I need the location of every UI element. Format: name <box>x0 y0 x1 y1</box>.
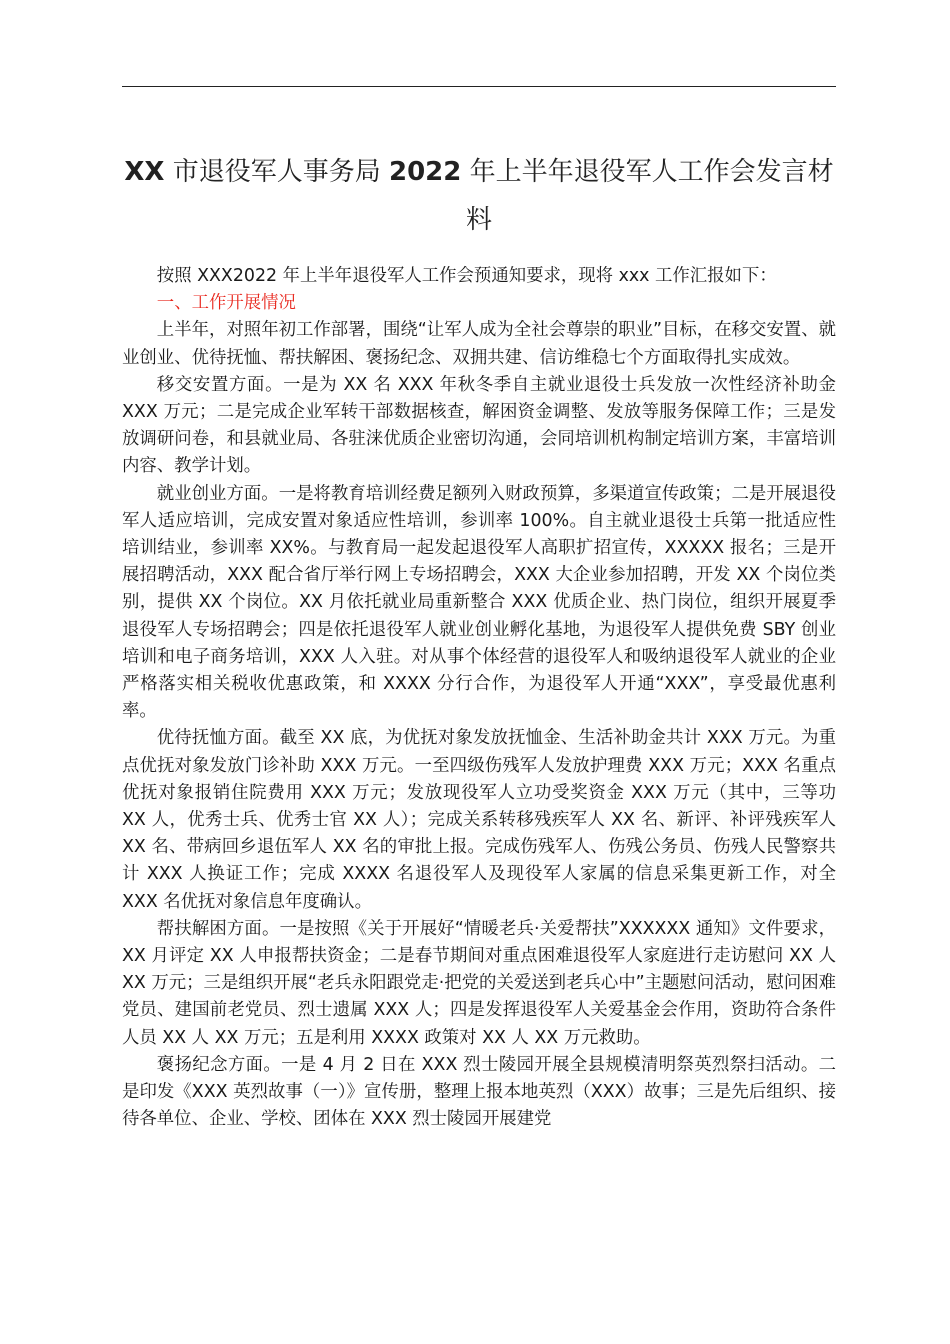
employment-paragraph: 就业创业方面。一是将教育培训经费足额列入财政预算，多渠道宣传政策；二是开展退役军人适应培训，完成安置对象适应性培训，参训率 100%。自主就业退役士兵第一批适应性培训结业，参训率 XX%。与教育局一起发起退役军人高职扩招宣传，XXXXX 报名；三是开展招聘活动，XXX 配合省厅举行网上专场招聘会，XXX 大企业参加招聘，开发 XX 个岗位类别，提供 XX 个岗位。XX 月依托就业局重新整合 XXX 优质企业、热门岗位，组织开展夏季退役军人专场招聘会；四是依托退役军人就业创业孵化基地，为退役军人提供免费 SBY 创业培训和电子商务培训，XXX 人入驻。对从事个体经营的退役军人和吸纳退役军人就业的企业严格落实相关税收优惠政策，和 XXXX 分行合作，为退役军人开通“XXX”，享受最优惠利率。 <box>122 483 836 722</box>
title-part-2: 市退役军人事务局 <box>164 157 389 187</box>
document-body <box>122 263 836 1134</box>
document-title <box>122 148 836 244</box>
preferential-treatment-paragraph: 优待抚恤方面。截至 XX 底，为优抚对象发放抚恤金、生活补助金共计 XXX 万元。为重点优抚对象发放门诊补助 XXX 万元。一至四级伤残军人发放护理费 XXX 万元；XXX 名重点优抚对象报销住院费用 XXX 万元；发放现役军人立功受奖资金 XXX 万元（其中，三等功 XX 人，优秀士兵、优秀士官 XX 人）；完成关系转移残疾军人 XX 名、新评、补评残疾军人 XX 名、带病回乡退伍军人 XX 名的审批上报。完成伤残军人、伤残公务员、伤残人民警察共计 XXX 人换证工作；完成 XXXX 名退役军人及现役军人家属的信息采集更新工作，对全 XXX 名优抚对象信息年度确认。 <box>122 728 836 912</box>
header-rule <box>122 86 836 87</box>
intro-paragraph: 按照 XXX2022 年上半年退役军人工作会预通知要求，现将 xxx 工作汇报如下： <box>156 266 777 286</box>
section-heading: 一、工作开展情况 <box>156 293 296 314</box>
title-part-3: 2022 <box>388 157 462 187</box>
transfer-placement-paragraph: 移交安置方面。一是为 XX 名 XXX 年秋冬季自主就业退役士兵发放一次性经济补助金 XXX 万元；二是完成企业军转干部数据核查，解困资金调整、发放等服务保障工作；三是发放调研问卷，和县就业局、各驻涞优质企业密切沟通，会同培训机构制定培训方案，丰富培训内容、教学计划。 <box>122 374 836 477</box>
commemoration-paragraph: 褒扬纪念方面。一是 4 月 2 日在 XXX 烈士陵园开展全县规模清明祭英烈祭扫活动。二是印发《XXX 英烈故事（一）》宣传册，整理上报本地英烈（XXX）故事；三是先后组织、接待各单位、企业、学校、团体在 XXX 烈士陵园开展建党 <box>122 1054 836 1130</box>
title-part-4: 年上半年退役军人工作会发言材料 <box>461 157 834 235</box>
title-part-1: XX <box>124 157 165 187</box>
summary-paragraph: 上半年，对照年初工作部署，围绕“让军人成为全社会尊崇的职业”目标，在移交安置、就业创业、优待抚恤、帮扶解困、褒扬纪念、双拥共建、信访维稳七个方面取得扎实成效。 <box>122 320 836 368</box>
assistance-paragraph: 帮扶解困方面。一是按照《关于开展好“情暖老兵·关爱帮扶”XXXXXX 通知》文件要求，XX 月评定 XX 人申报帮扶资金；二是春节期间对重点困难退役军人家庭进行走访慰问 XX 人 XX 万元；三是组织开展“老兵永阳跟党走·把党的关爱送到老兵心中”主题慰问活动，慰问困难党员、建国前老党员、烈士遗属 XXX 人；四是发挥退役军人关爱基金会作用，资助符合条件人员 XX 人 XX 万元；五是利用 XXXX 政策对 XX 人 XX 万元救助。 <box>122 918 837 1048</box>
